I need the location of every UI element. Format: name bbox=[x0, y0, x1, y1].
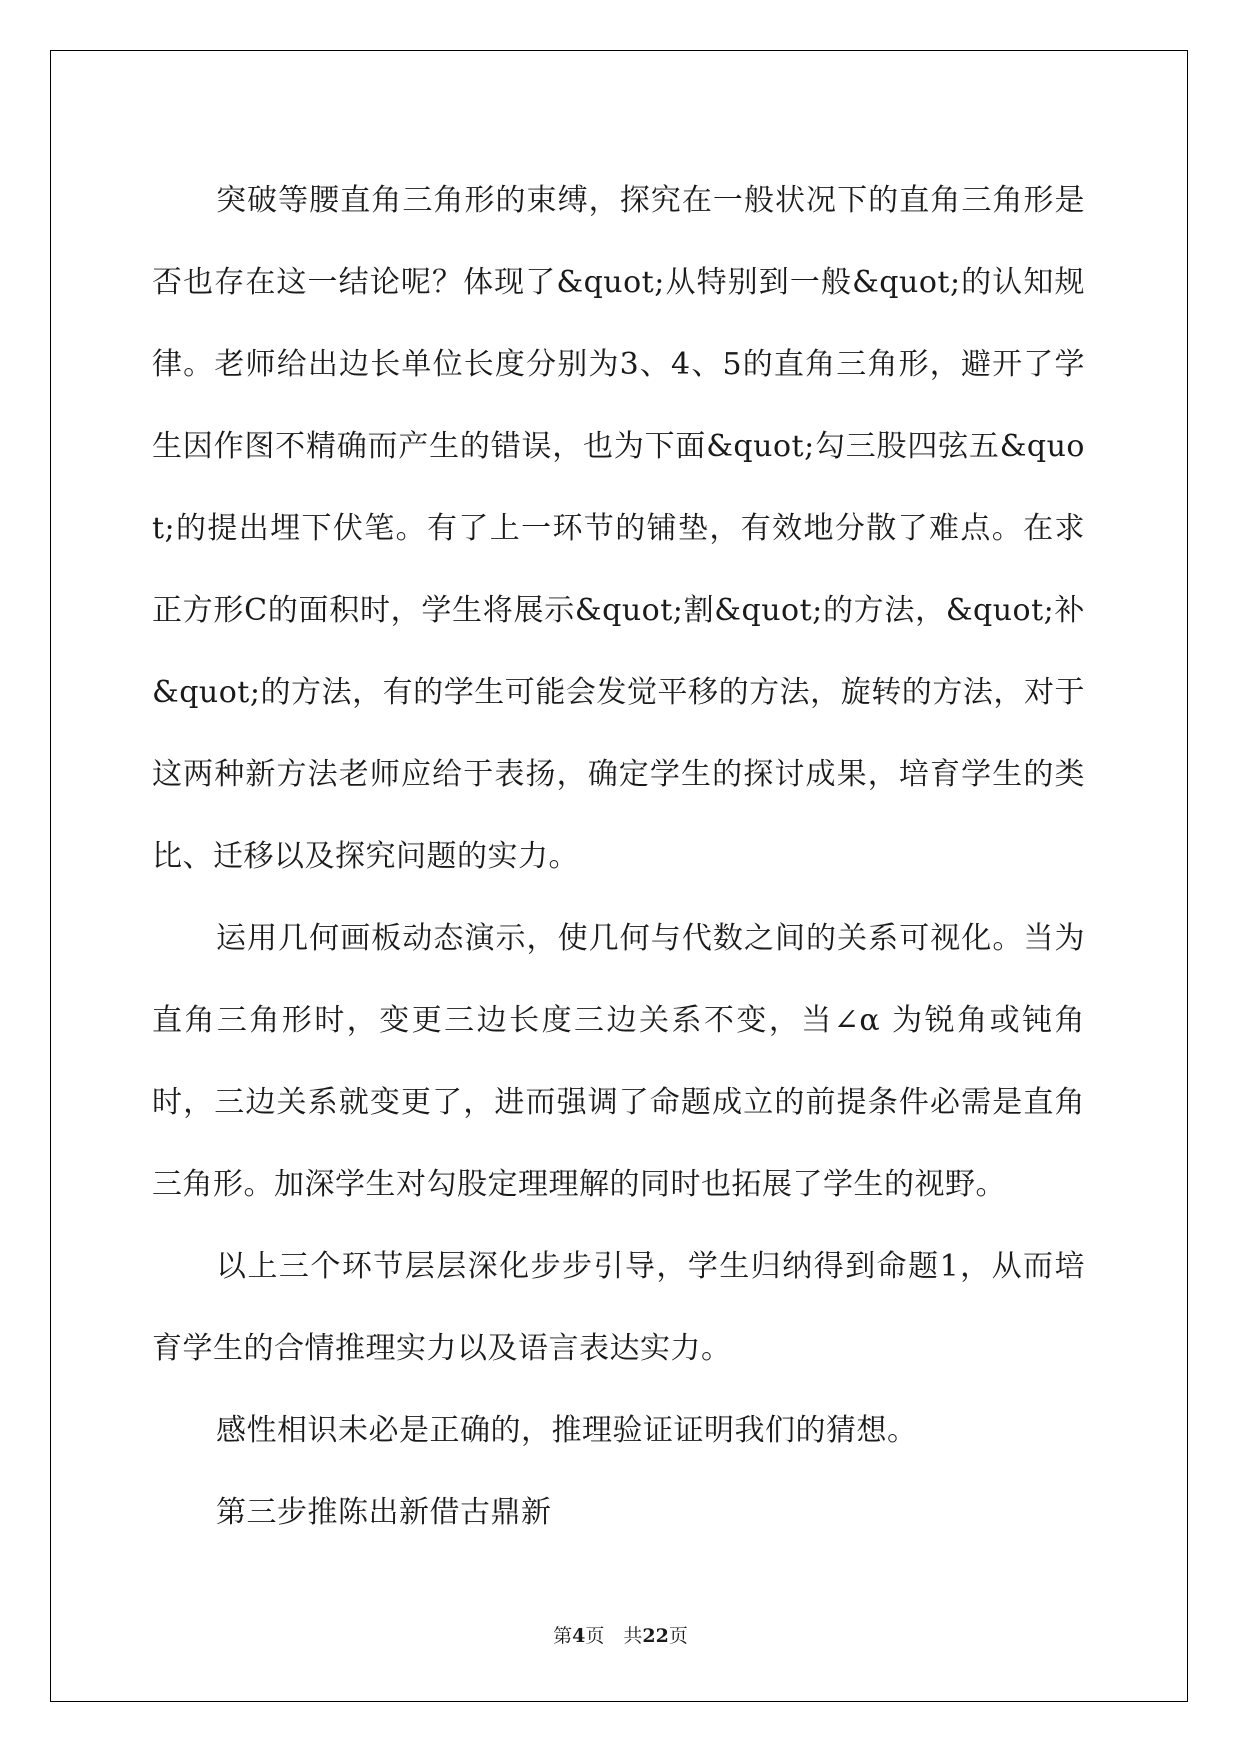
paragraph-3: 以上三个环节层层深化步步引导，学生归纳得到命题1，从而培育学生的合情推理实力以及语言表达实力。 bbox=[152, 1249, 1085, 1366]
paragraph-2: 运用几何画板动态演示，使几何与代数之间的关系可视化。当为直角三角形时，变更三边长度三边关系不变，当∠α 为锐角或钝角时，三边关系就变更了，进而强调了命题成立的前提条件必需是直角三角形。加深学生对勾股定理理解的同时也拓展了学生的视野。 bbox=[152, 921, 1085, 1202]
paragraph-4: 感性相识未必是正确的，推理验证证明我们的猜想。 bbox=[216, 1413, 918, 1448]
paragraph-5: 第三步推陈出新借古鼎新 bbox=[216, 1495, 552, 1530]
current-page-number: 4 bbox=[572, 1625, 586, 1647]
footer-mid: 页 共 bbox=[585, 1625, 643, 1647]
document-body bbox=[152, 160, 1085, 1554]
total-page-number: 22 bbox=[642, 1625, 669, 1647]
footer-suffix: 页 bbox=[668, 1625, 688, 1647]
footer-prefix: 第 bbox=[553, 1625, 573, 1647]
paragraph-1: 突破等腰直角三角形的束缚，探究在一般状况下的直角三角形是否也存在这一结论呢？体现了&quot;从特别到一般&quot;的认知规律。老师给出边长单位长度分别为3、4、5的直角三角形，避开了学生因作图不精确而产生的错误，也为下面&quot;勾三股四弦五&quot;的提出埋下伏笔。有了上一环节的铺垫，有效地分散了难点。在求正方形C的面积时，学生将展示&quot;割&quot;的方法，&quot;补&quot;的方法，有的学生可能会发觉平移的方法，旋转的方法，对于这两种新方法老师应给于表扬，确定学生的探讨成果，培育学生的类比、迁移以及探究问题的实力。 bbox=[152, 183, 1085, 874]
page-number-footer bbox=[0, 1621, 1241, 1648]
